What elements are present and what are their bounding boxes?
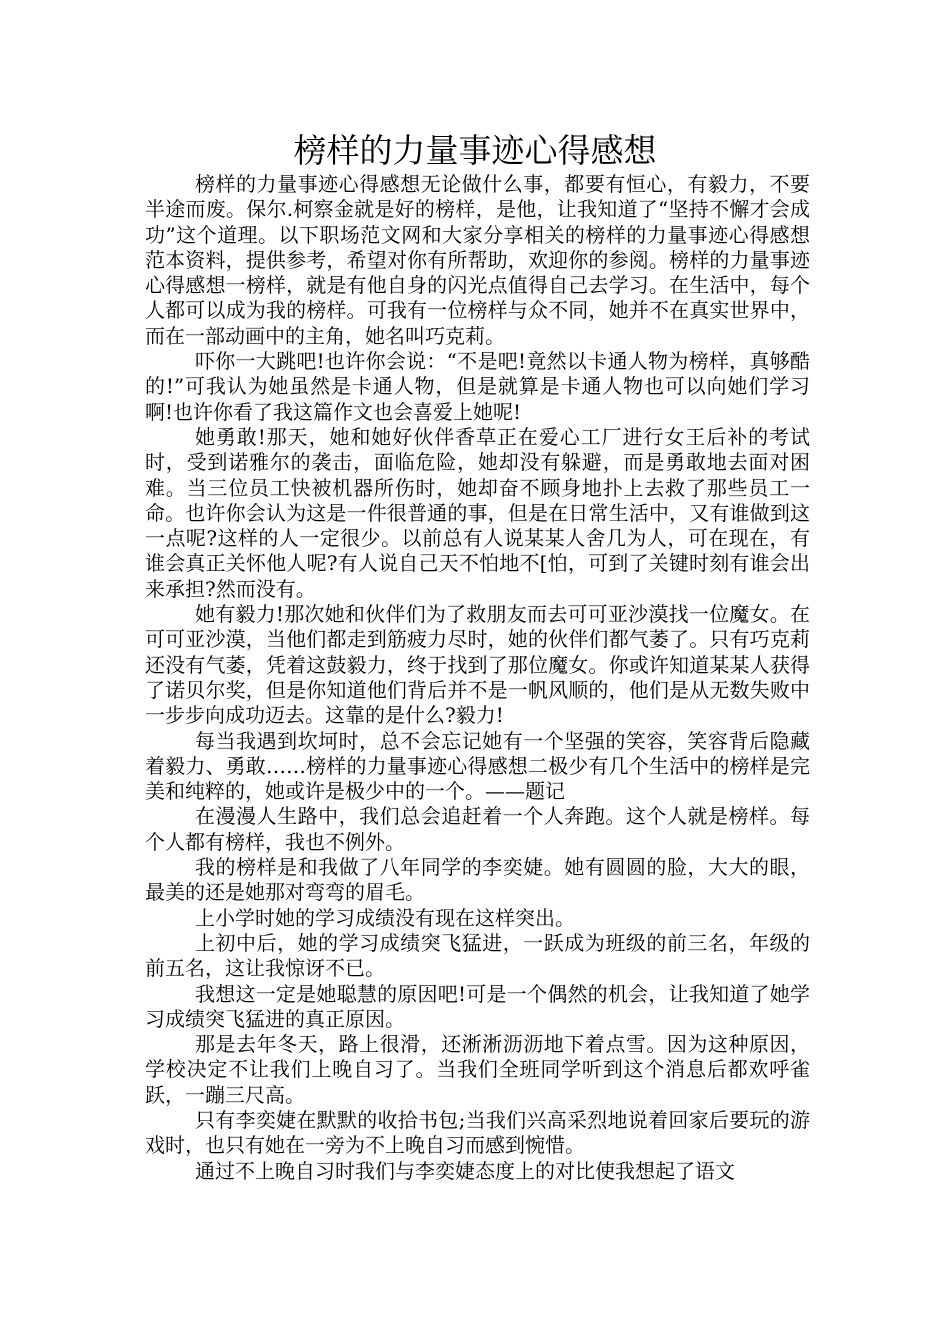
paragraph: 上小学时她的学习成绩没有现在这样突出。 bbox=[195, 905, 575, 930]
paragraph: 只有李奕婕在默默的收拾书包;当我们兴高采烈地说着回家后要玩的游戏时，也只有她在一旁为不上晚自习而感到惋惜。 bbox=[145, 1107, 810, 1158]
paragraph: 每当我遇到坎坷时，总不会忘记她有一个坚强的笑容，笑容背后隐藏着毅力、勇敢……榜样的力量事迹心得感想二极少有几个生活中的榜样是完美和纯粹的，她或许是极少中的一个。——题记 bbox=[145, 728, 810, 804]
paragraph: 在漫漫人生路中，我们总会追赶着一个人奔跑。这个人就是榜样。每个人都有榜样，我也不例外。 bbox=[145, 804, 810, 854]
paragraph: 榜样的力量事迹心得感想无论做什么事，都要有恒心，有毅力，不要半途而废。保尔.柯察金就是好的榜样，是他，让我知道了“坚持不懈才会成功”这个道理。以下职场范文网和大家分享相关的榜样的力量事迹心得感想范本资料，提供参考，希望对你有所帮助，欢迎你的参阅。榜样的力量事迹心得感想一榜样，就是有他自身的闪光点值得自己去学习。在生活中，每个人都可以成为我的榜样。可我有一位榜样与众不同，她并不在真实世界中，而在一部动画中的主角，她名叫巧克莉。 bbox=[145, 172, 810, 348]
paragraph: 她勇敢!那天，她和她好伙伴香草正在爱心工厂进行女王后补的考试时，受到诺雅尔的袭击，面临危险，她却没有躲避，而是勇敢地去面对困难。当三位员工快被机器所伤时，她却奋不顾身地扑上去救了那些员工一命。也许你会认为这是一件很普通的事，但是在日常生活中，又有谁做到这一点呢?这样的人一定很少。以前总有人说某某人舍几为人，可在现在，有谁会真正关怀他人呢?有人说自己天不怕地不[怕，可到了关键时刻有谁会出来承担?然而没有。 bbox=[145, 424, 810, 601]
paragraph: 上初中后，她的学习成绩突飞猛进，一跃成为班级的前三名，年级的前五名，这让我惊讶不已。 bbox=[145, 930, 810, 981]
document-body bbox=[145, 172, 810, 1184]
paragraph: 我的榜样是和我做了八年同学的李奕婕。她有圆圆的脸，大大的眼，最美的还是她那对弯弯的眉毛。 bbox=[145, 855, 810, 905]
paragraph: 那是去年冬天，路上很滑，还淅淅沥沥地下着点雪。因为这种原因，学校决定不让我们上晚自习了。当我们全班同学听到这个消息后都欢呼雀跃，一蹦三尺高。 bbox=[145, 1032, 810, 1107]
paragraph: 吓你一大跳吧!也许你会说：“不是吧!竟然以卡通人物为榜样，真够酷的!”可我认为她虽然是卡通人物，但是就算是卡通人物也可以向她们学习啊!也许你看了我这篇作文也会喜爱上她呢! bbox=[145, 349, 810, 424]
paragraph: 通过不上晚自习时我们与李奕婕态度上的对比使我想起了语文 bbox=[195, 1158, 735, 1183]
paragraph: 我想这一定是她聪慧的原因吧!可是一个偶然的机会，让我知道了她学习成绩突飞猛进的真正原因。 bbox=[145, 981, 810, 1031]
paragraph: 她有毅力!那次她和伙伴们为了救朋友而去可可亚沙漠找一位魔女。在可可亚沙漠，当他们都走到筋疲力尽时，她的伙伴们都气萎了。只有巧克莉还没有气萎，凭着这鼓毅力，终于找到了那位魔女。你或许知道某某人获得了诺贝尔奖，但是你知道他们背后并不是一帆风顺的，他们是从无数失败中一步步向成功迈去。这靠的是什么?毅力! bbox=[145, 602, 810, 728]
document-title: 榜样的力量事迹心得感想 bbox=[293, 131, 657, 170]
